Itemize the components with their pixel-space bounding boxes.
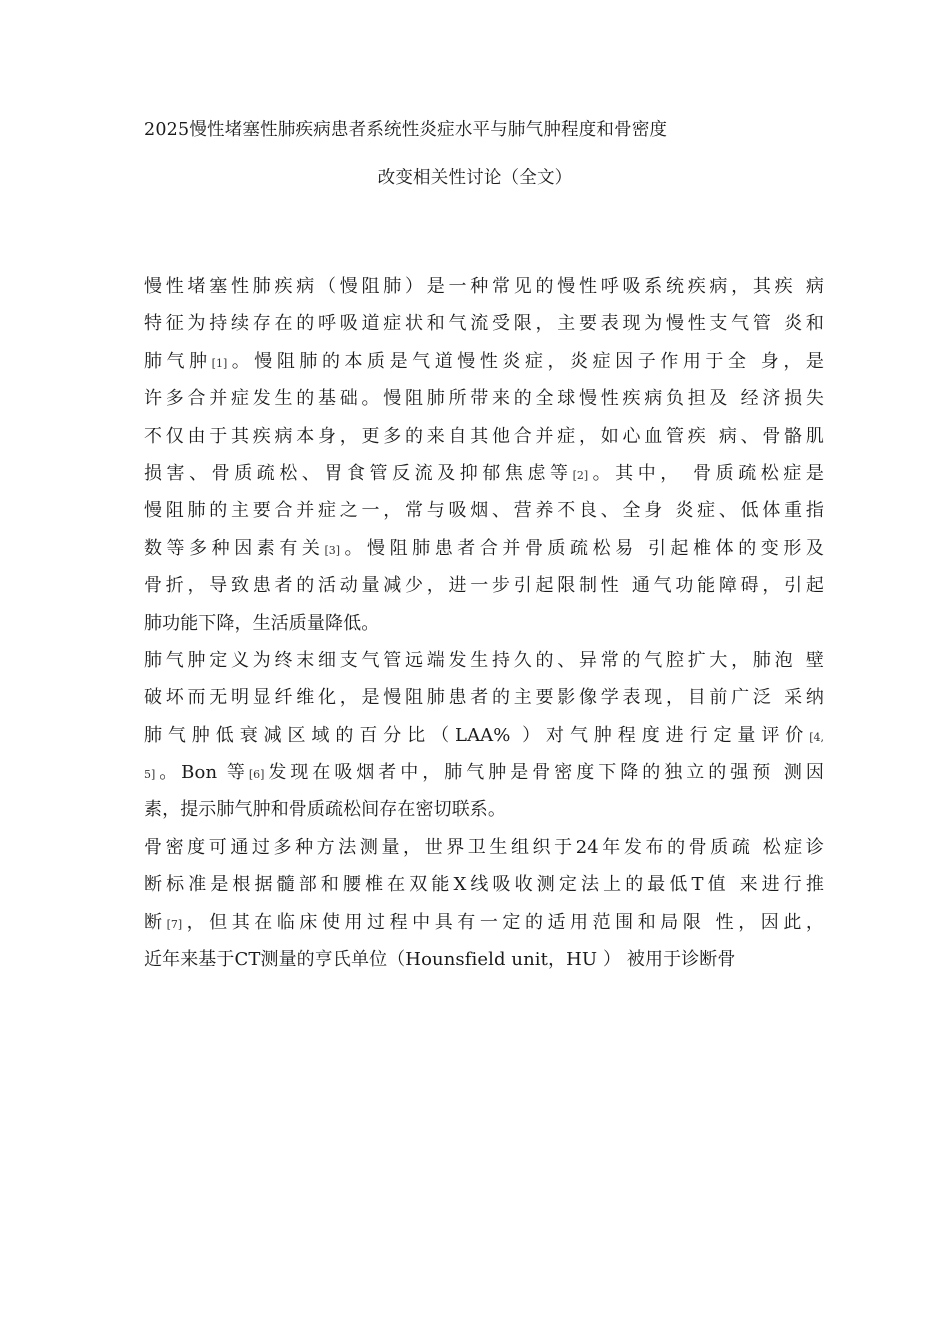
text-segment: 。Bon 等 [155,762,249,784]
text-segment: 肺气肿定义为终末细支气管远端发生持久的、异常的气腔扩大，肺泡 壁 [144,649,824,671]
text-segment: 。慢阻肺患者合并骨质疏松易 引起椎体的变形及 [340,537,824,559]
text-segment: 肺气肿低衰减区域的百分比（LAA% ）对气肿程度进行定量评价 [144,724,810,746]
document-title-line-2: 改变相关性讨论（全文） [377,168,573,188]
text-line [144,380,824,417]
text-segment: 断 [144,911,167,933]
text-segment: 肺功能下降，生活质量降低。 [144,612,380,634]
document-title-line-1: 2025慢性堵塞性肺疾病患者系统性炎症水平与肺气肿程度和骨密度 [144,120,668,140]
text-line [144,866,824,903]
text-line [144,754,824,791]
text-line [144,941,824,978]
text-line [144,418,824,455]
text-segment: 特征为持续存在的呼吸道症状和气流受限，主要表现为慢性支气管 炎和 [144,313,824,335]
paragraph [144,642,824,829]
text-segment: 慢性堵塞性肺疾病（慢阻肺）是一种常见的慢性呼吸系统疾病，其疾 病 [144,276,824,297]
text-segment: ，但其在临床使用过程中具有一定的适用范围和局限 性，因此， [182,911,824,933]
citation-reference: [6] [248,768,265,782]
text-segment: 。其中， 骨质疏松症是 [588,462,824,484]
text-line [144,492,824,529]
text-segment: 骨折，导致患者的活动量减少，进一步引起限制性 通气功能障碍，引起 [144,575,824,597]
document-body [144,268,824,978]
text-line [144,268,824,305]
text-line [144,455,824,492]
text-segment: 。慢阻肺的本质是气道慢性炎症，炎症因子作用于全 身，是 [227,350,824,372]
text-segment: 发现在吸烟者中，肺气肿是骨密度下降的独立的强预 测因 [264,762,824,784]
text-line [144,567,824,604]
text-line [144,305,824,342]
text-segment: 素，提示肺气肿和骨质疏松间存在密切联系。 [144,799,506,821]
text-segment: 断标准是根据髓部和腰椎在双能X线吸收测定法上的最低T值 来进行推 [144,874,824,896]
text-segment: 近年来基于CT测量的亨氏单位（Hounsfield unit，HU ） 被用于诊断骨 [144,949,736,971]
text-line [144,829,824,866]
citation-reference: [4, [809,730,824,744]
text-line [144,642,824,679]
citation-reference: [7] [166,917,183,931]
paragraph [144,829,824,979]
text-segment: 数等多种因素有关 [144,537,325,559]
citation-reference: [1] [211,356,228,370]
citation-reference: [3] [324,543,341,557]
text-segment: 肺气肿 [144,350,212,372]
text-line [144,343,824,380]
text-line [144,904,824,941]
text-segment: 骨密度可通过多种方法测量，世界卫生组织于24年发布的骨质疏 松症诊 [144,836,824,858]
paragraph [144,268,824,642]
text-line [144,530,824,567]
text-line [144,605,824,642]
text-line [144,791,824,828]
text-segment: 破坏而无明显纤维化，是慢阻肺患者的主要影像学表现，目前广泛 采纳 [144,687,824,709]
citation-reference: 5] [144,768,156,782]
text-segment: 不仅由于其疾病本身，更多的来自其他合并症，如心血管疾 病、骨骼肌 [144,425,824,447]
text-segment: 损害、骨质疏松、胃食管反流及抑郁焦虑等 [144,462,573,484]
citation-reference: [2] [572,468,589,482]
text-line [144,717,824,754]
text-segment: 慢阻肺的主要合并症之一，常与吸烟、营养不良、全身 炎症、低体重指 [144,500,824,522]
text-line [144,679,824,716]
text-segment: 许多合并症发生的基础。慢阻肺所带来的全球慢性疾病负担及 经济损失 [144,388,824,410]
